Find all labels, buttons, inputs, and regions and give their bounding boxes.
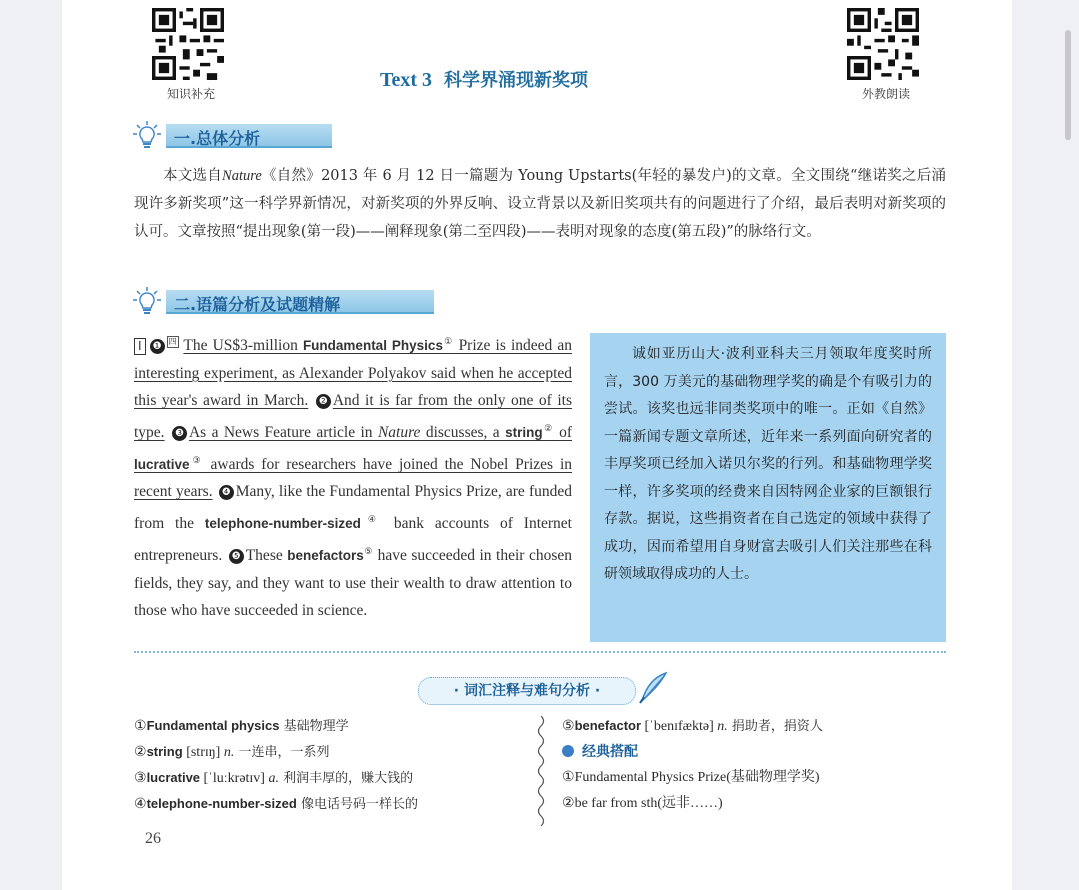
sentence-number-3: ❸ (172, 426, 187, 441)
vocab-num: ① (134, 719, 147, 734)
wavy-divider (534, 716, 548, 826)
s3g: awards for researchers have joined the Nobel Prizes in recent years. (134, 455, 572, 501)
s4c: bank accounts of Internet entrepreneurs. (134, 515, 572, 564)
vocab-item (134, 739, 514, 765)
s5b: benefactors (287, 547, 364, 563)
vocab-item (134, 713, 514, 739)
collocation-item (562, 791, 946, 817)
vocab-list-right (562, 713, 946, 817)
vocab-num: ⑤ (562, 719, 575, 734)
qr-code-reading[interactable] (847, 8, 925, 102)
dotted-divider (134, 651, 946, 653)
s5c: have succeeded in their chosen fields, they say, and they want to use their wealth to draw attention to those who have succeeded in science. (134, 546, 572, 620)
vocab-meaning: 像电话号码一样长的 (296, 797, 418, 812)
vocab-heading: · 词汇注释与难句分析 · (418, 677, 636, 705)
qr-code-icon (152, 8, 224, 80)
vocab-meaning: 捐助者，捐资人 (727, 719, 823, 734)
vocab-pos: a. (268, 771, 279, 786)
overview-p1: 本文选自 (163, 168, 223, 184)
vocab-word: lucrative (146, 770, 201, 785)
sentence-number-2: ❷ (316, 394, 331, 409)
vocab-phonetic: [ˈluːkrətɪv] (200, 771, 269, 786)
title-chinese: 科学界涌现新奖项 (444, 70, 589, 91)
s3a: As a News Feature article in (188, 424, 378, 442)
s3b: Nature (377, 424, 421, 442)
vocab-num: ② (134, 745, 147, 760)
translation-box: 诚如亚历山大·波利亚科夫三月领取年度奖时所言，300 万美元的基础物理学奖的确是个有吸引力的尝试。该奖也远非同类奖项中的唯一。正如《自然》一篇新闻专题文章所述，近年来一系列面向研究者的丰厚奖项已经加入诺贝尔奖的行列。和基础物理学奖一样，许多奖项的经费来自因特网企业家的巨额银行存款。据说，这些捐资者在自己选定的领域中获得了成功，因而希望用自身财富去吸引人们关注那些在科研领域取得成功的人士。 (590, 333, 946, 642)
s3d: string (505, 425, 543, 441)
vocab-item (134, 791, 514, 817)
lightbulb-icon (132, 286, 162, 316)
quill-pen-icon (636, 671, 670, 705)
vocab-num: ④ (134, 797, 147, 812)
vocab-num: ③ (134, 771, 147, 786)
overview-source: Nature (222, 168, 262, 184)
footnote-4: ④ (360, 514, 383, 525)
s3e: of (553, 424, 572, 442)
collocation-heading (562, 739, 946, 765)
vocab-phonetic: [strɪŋ] (182, 745, 224, 760)
vocab-word: Fundamental physics (146, 718, 280, 733)
qr-code-icon (847, 8, 919, 80)
sentence-2: And it is far from the only one of its type. (134, 392, 573, 442)
s5a: These (245, 546, 288, 564)
vocab-list-left (134, 713, 514, 817)
s3c: discusses, a (420, 424, 506, 442)
s3f: lucrative (134, 456, 190, 472)
colloc-text: be far from sth(远非……) (574, 796, 723, 811)
footnote-2: ② (542, 422, 554, 433)
text-title (380, 66, 710, 92)
paragraph-number: Ⅰ (134, 338, 146, 355)
vocab-word: benefactor (574, 718, 642, 733)
sentence-number-1: ❶ (150, 339, 165, 354)
vocab-meaning: 一连串，一系列 (234, 745, 330, 760)
vocab-item (134, 765, 514, 791)
vocab-word: string (146, 744, 183, 759)
english-passage (134, 328, 572, 625)
sentence-number-4: ❹ (219, 485, 234, 500)
footnote-5: ⑤ (363, 545, 374, 556)
bullet-dot-icon (562, 745, 574, 757)
vocab-pos: n. (223, 745, 235, 760)
vocab-meaning: 基础物理学 (279, 719, 349, 734)
collocation-item (562, 765, 946, 791)
qr-code-knowledge[interactable] (152, 8, 230, 102)
section2-title: 二.语篇分析及试题精解 (166, 290, 434, 314)
s1b: Fundamental Physics (302, 338, 443, 354)
vocab-item (562, 713, 946, 739)
qr-caption: 知识补充 (166, 87, 215, 101)
sentence-number-5: ❺ (229, 549, 244, 564)
s4b: telephone-number-sized (204, 516, 361, 532)
footnote-3: ③ (189, 454, 204, 465)
colloc-text: Fundamental Physics Prize(基础物理学奖) (574, 770, 820, 785)
lightbulb-icon (132, 120, 162, 150)
vocab-meaning: 利润丰厚的，赚大钱的 (278, 771, 414, 786)
question-tag: 四 (168, 337, 177, 347)
colloc-num: ① (562, 770, 575, 785)
page-number: 26 (145, 830, 161, 847)
vocab-phonetic: [ˈbenɪfæktə] (641, 719, 718, 734)
footnote-1: ① (442, 336, 454, 346)
overview-paragraph (134, 162, 946, 246)
qr-caption: 外教朗读 (861, 87, 910, 101)
title-label: Text 3 (380, 69, 433, 91)
collocation-title: 经典搭配 (582, 744, 638, 760)
s1c: Prize is indeed an interesting experiment, as Alexander Polyakov said when he accepted this year's award in March. (134, 337, 572, 410)
s4a: Many, like the Fundamental Physics Prize, are funded from the (134, 483, 572, 533)
vocab-word: telephone-number-sized (146, 796, 297, 811)
overview-p2: 《自然》2013 年 6 月 12 日一篇题为 Young Upstarts(年轻的暴发户)的文章。全文围绕“继诺奖之后涌现许多新奖项”这一科学界新情况，对新奖项的外界反响、设立背景以及新旧奖项共有的问题进行了介绍，最后表明对新奖项的认可。文章按照“提出现象(第一段)——阐释现象(第二至四段)——表明对现象的态度(第五段)”的脉络行文。 (134, 168, 946, 240)
colloc-num: ② (562, 796, 575, 811)
scrollbar[interactable] (1065, 30, 1071, 140)
s1a: The US$3-million (183, 337, 303, 355)
section1-title: 一.总体分析 (166, 124, 332, 148)
vocab-pos: n. (717, 719, 728, 734)
